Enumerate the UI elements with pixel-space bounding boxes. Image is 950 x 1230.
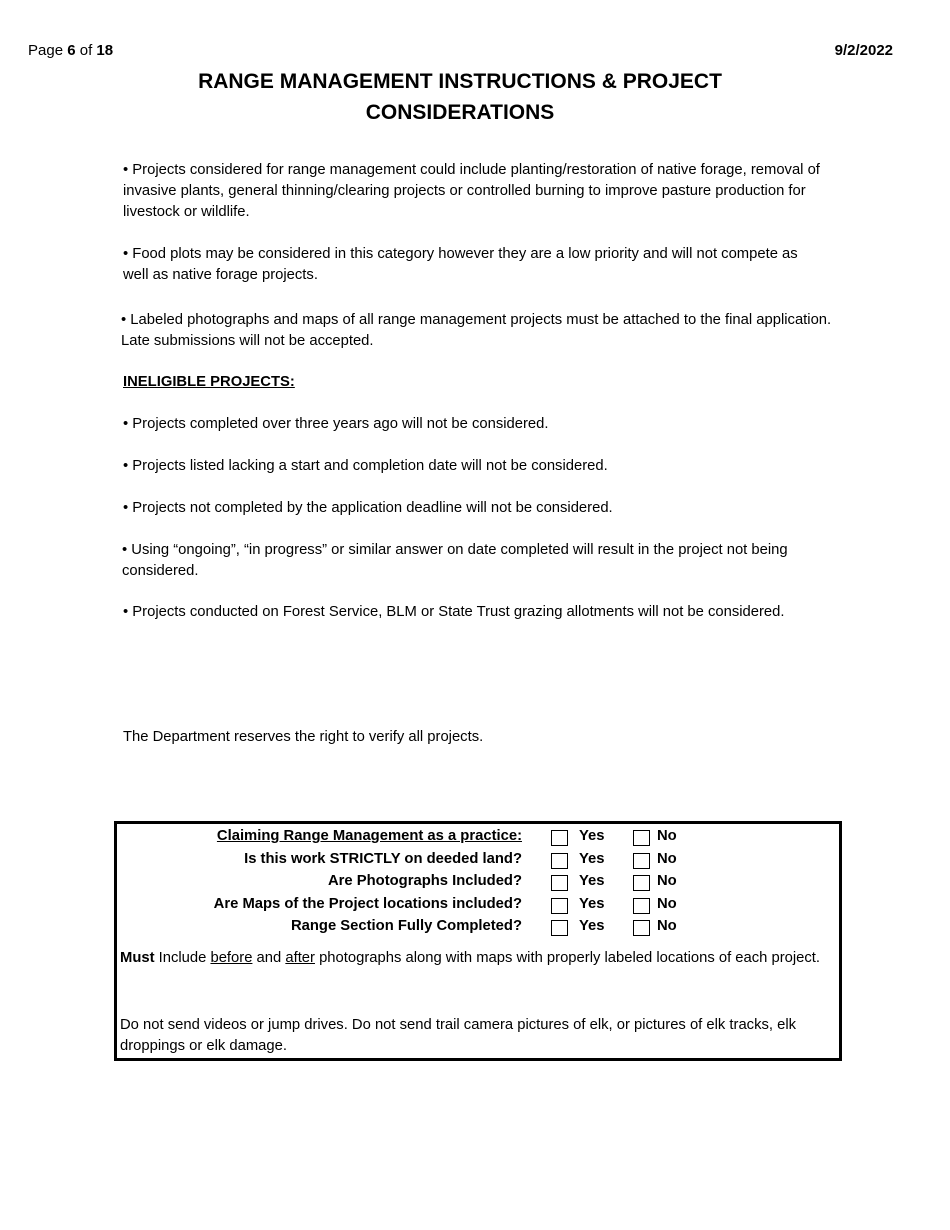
yes-label: Yes [579,918,605,934]
page-date: 9/2/2022 [834,42,893,59]
no-checkbox[interactable] [633,853,650,869]
no-label: No [657,918,677,934]
yes-label: Yes [579,873,605,889]
ineligible-item: • Projects conducted on Forest Service, BLM or State Trust grazing allotments will not be considered. [123,604,785,620]
question-label: Claiming Range Management as a practice: [216,828,522,844]
instruction-paragraph: • Labeled photographs and maps of all range management projects must be attached to the final application. Late submissions will not be accepted. [121,312,832,349]
question-label: Range Section Fully Completed? [290,918,522,934]
yes-checkbox[interactable] [551,920,568,936]
title-line-2: CONSIDERATIONS [365,101,555,124]
yes-checkbox[interactable] [551,898,568,914]
no-label: No [657,851,677,867]
yes-checkbox[interactable] [551,853,568,869]
checklist-row [117,916,839,938]
no-checkbox[interactable] [633,830,650,846]
ineligible-heading: INELIGIBLE PROJECTS: [123,374,295,390]
checklist-box [114,821,842,1061]
question-label: Are Maps of the Project locations included? [213,896,522,912]
instruction-paragraph: • Projects considered for range management could include planting/restoration of native forage, removal of invasive plants, general thinning/clearing projects or controlled burning to improve pasture production for livestock or wildlife. [123,162,820,220]
question-label: Are Photographs Included? [327,873,522,889]
page-title [0,66,920,128]
checklist-row [117,871,839,893]
checklist-row [117,894,839,916]
ineligible-item: • Using “ongoing”, “in progress” or similar answer on date completed will result in the project not being considered. [122,542,788,579]
no-checkbox[interactable] [633,920,650,936]
verify-note: The Department reserves the right to verify all projects. [123,729,484,745]
yes-label: Yes [579,828,605,844]
no-checkbox[interactable] [633,898,650,914]
ineligible-item: • Projects not completed by the application deadline will not be considered. [123,500,613,516]
yes-checkbox[interactable] [551,830,568,846]
yes-label: Yes [579,896,605,912]
instruction-paragraph: • Food plots may be considered in this category however they are a low priority and will not compete as well as native forage projects. [123,246,798,283]
ineligible-item: • Projects completed over three years ago will not be considered. [123,416,549,432]
photo-requirement-note: Must Include before and after photographs along with maps with properly labeled locations of each project. [120,950,821,966]
submission-restriction-note: Do not send videos or jump drives. Do not send trail camera pictures of elk, or pictures of elk tracks, elk droppings or elk damage. [120,1017,797,1054]
no-label: No [657,873,677,889]
question-label: Is this work STRICTLY on deeded land? [244,851,522,867]
page-number: Page 6 of 18 [28,42,114,59]
checklist-row [117,849,839,871]
no-checkbox[interactable] [633,875,650,891]
no-label: No [657,896,677,912]
ineligible-item: • Projects listed lacking a start and completion date will not be considered. [123,458,608,474]
yes-checkbox[interactable] [551,875,568,891]
yes-label: Yes [579,851,605,867]
no-label: No [657,828,677,844]
checklist-row [117,826,839,848]
title-line-1: RANGE MANAGEMENT INSTRUCTIONS & PROJECT [198,70,722,93]
